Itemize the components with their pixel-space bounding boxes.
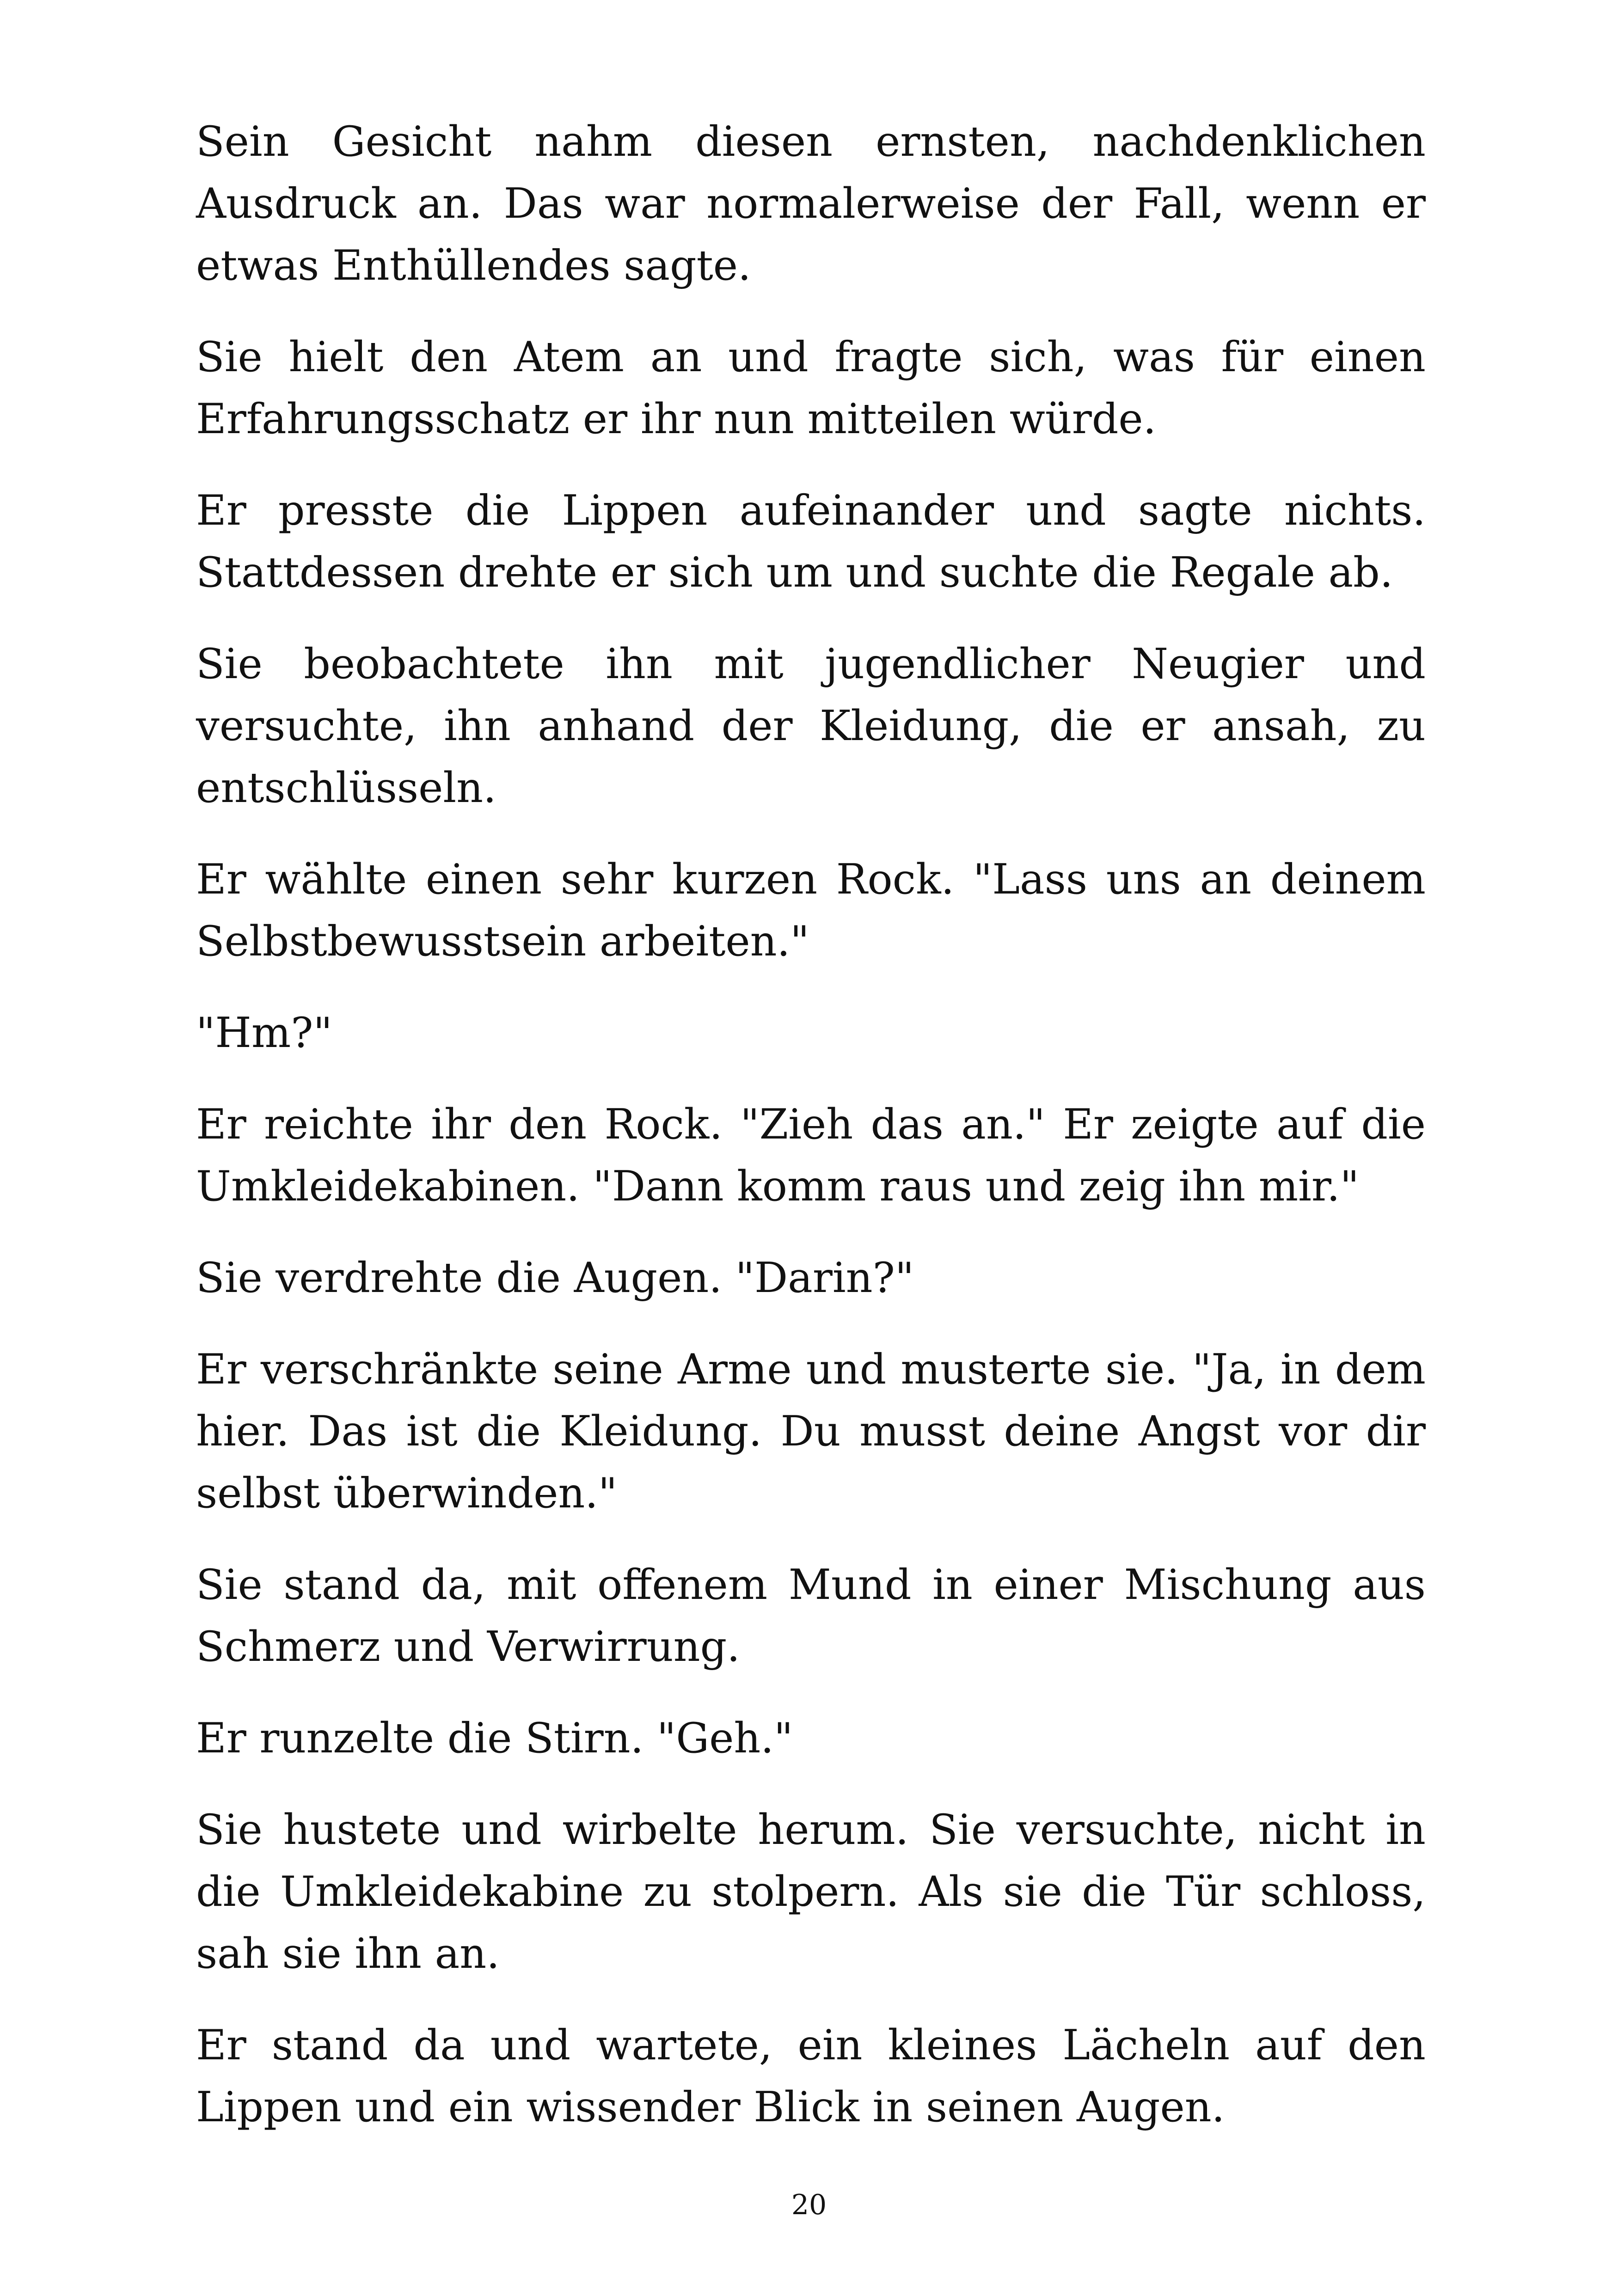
page-number: 20	[791, 2189, 827, 2221]
paragraph: Er reichte ihr den Rock. "Zieh das an." Er zeigte auf die Umkleidekabinen. "Dann komm raus und zeig ihn mir."	[196, 1100, 1426, 1211]
paragraph: Sie verdrehte die Augen. "Darin?"	[196, 1254, 914, 1302]
paragraph: Sie beobachtete ihn mit jugendlicher Neugier und versuchte, ihn anhand der Kleidung, die er ansah, zu entschlüsseln.	[196, 640, 1426, 812]
paragraph: Sie hustete und wirbelte herum. Sie versuchte, nicht in die Umkleidekabine zu stolpern. Als sie die Tür schloss, sah sie ihn an.	[196, 1806, 1426, 1978]
paragraph: Er presste die Lippen aufeinander und sagte nichts. Stattdessen drehte er sich um und suchte die Regale ab.	[196, 486, 1426, 597]
paragraph: Er runzelte die Stirn. "Geh."	[196, 1714, 793, 1763]
paragraph: Er verschränkte seine Arme und musterte sie. "Ja, in dem hier. Das ist die Kleidung. Du musst deine Angst vor dir selbst überwinden."	[196, 1345, 1426, 1518]
paragraph: Er stand da und wartete, ein kleines Lächeln auf den Lippen und ein wissender Blick in seinen Augen.	[196, 2021, 1426, 2131]
paragraph: "Hm?"	[196, 1009, 332, 1057]
body-text	[196, 111, 1426, 2168]
paragraph: Sein Gesicht nahm diesen ernsten, nachdenklichen Ausdruck an. Das war normalerweise der Fall, wenn er etwas Enthüllendes sagte.	[196, 117, 1426, 290]
paragraph: Sie hielt den Atem an und fragte sich, was für einen Erfahrungsschatz er ihr nun mitteilen würde.	[196, 333, 1426, 443]
paragraph: Sie stand da, mit offenem Mund in einer Mischung aus Schmerz und Verwirrung.	[196, 1561, 1426, 1671]
paragraph: Er wählte einen sehr kurzen Rock. "Lass uns an deinem Selbstbewusstsein arbeiten."	[196, 855, 1426, 966]
